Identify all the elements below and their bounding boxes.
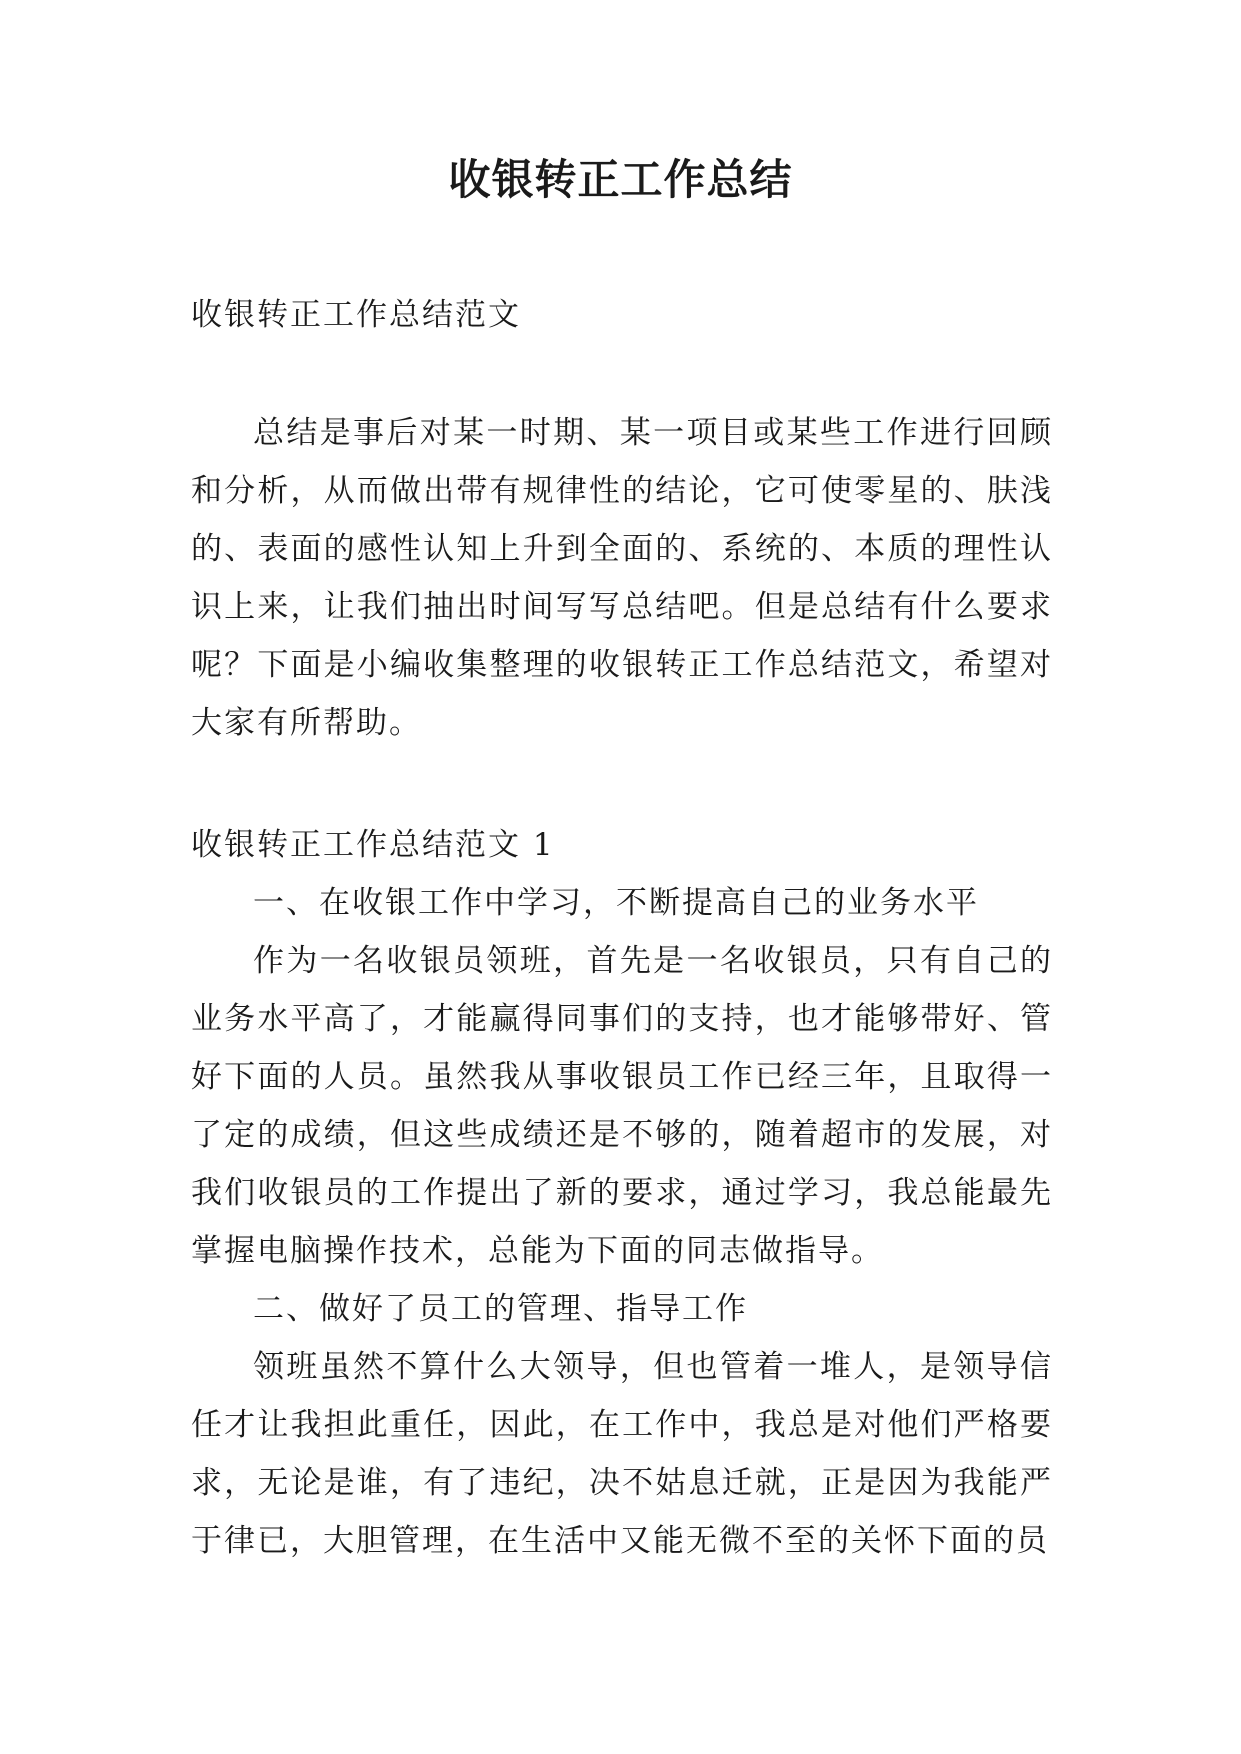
document-title: 收银转正工作总结: [448, 155, 793, 204]
section-heading-2: 二、做好了员工的管理、指导工作: [253, 1291, 748, 1327]
body-paragraph-1: 作为一名收银员领班，首先是一名收银员，只有自己的业务水平高了，才能赢得同事们的支持，也才能够带好、管好下面的人员。虽然我从事收银员工作已经三年，且取得一了定的成绩，但这些成绩还是不够的，随着超市的发展，对我们收银员的工作提出了新的要求，通过学习，我总能最先掌握电脑操作技术，总能为下面的同志做指导。: [191, 943, 1053, 1269]
section-1: [191, 816, 1053, 1570]
intro-paragraph: 总结是事后对某一时期、某一项目或某些工作进行回顾和分析，从而做出带有规律性的结论，它可使零星的、肤浅的、表面的感性认知上升到全面的、系统的、本质的理性认识上来，让我们抽出时间写写总结吧。但是总结有什么要求呢？下面是小编收集整理的收银转正工作总结范文，希望对大家有所帮助。: [191, 415, 1053, 741]
intro-block: [191, 404, 1053, 752]
document-subtitle: 收银转正工作总结范文: [191, 297, 521, 333]
section-heading-1: 一、在收银工作中学习，不断提高自己的业务水平: [253, 885, 979, 921]
body-paragraph-2: 领班虽然不算什么大领导，但也管着一堆人，是领导信任才让我担此重任，因此，在工作中，我总是对他们严格要求，无论是谁，有了违纪，决不姑息迁就，正是因为我能严于律已，大胆管理，在生活中又能无微不至的关怀下面的员: [191, 1349, 1053, 1559]
section-heading: 收银转正工作总结范文 1: [191, 827, 555, 863]
